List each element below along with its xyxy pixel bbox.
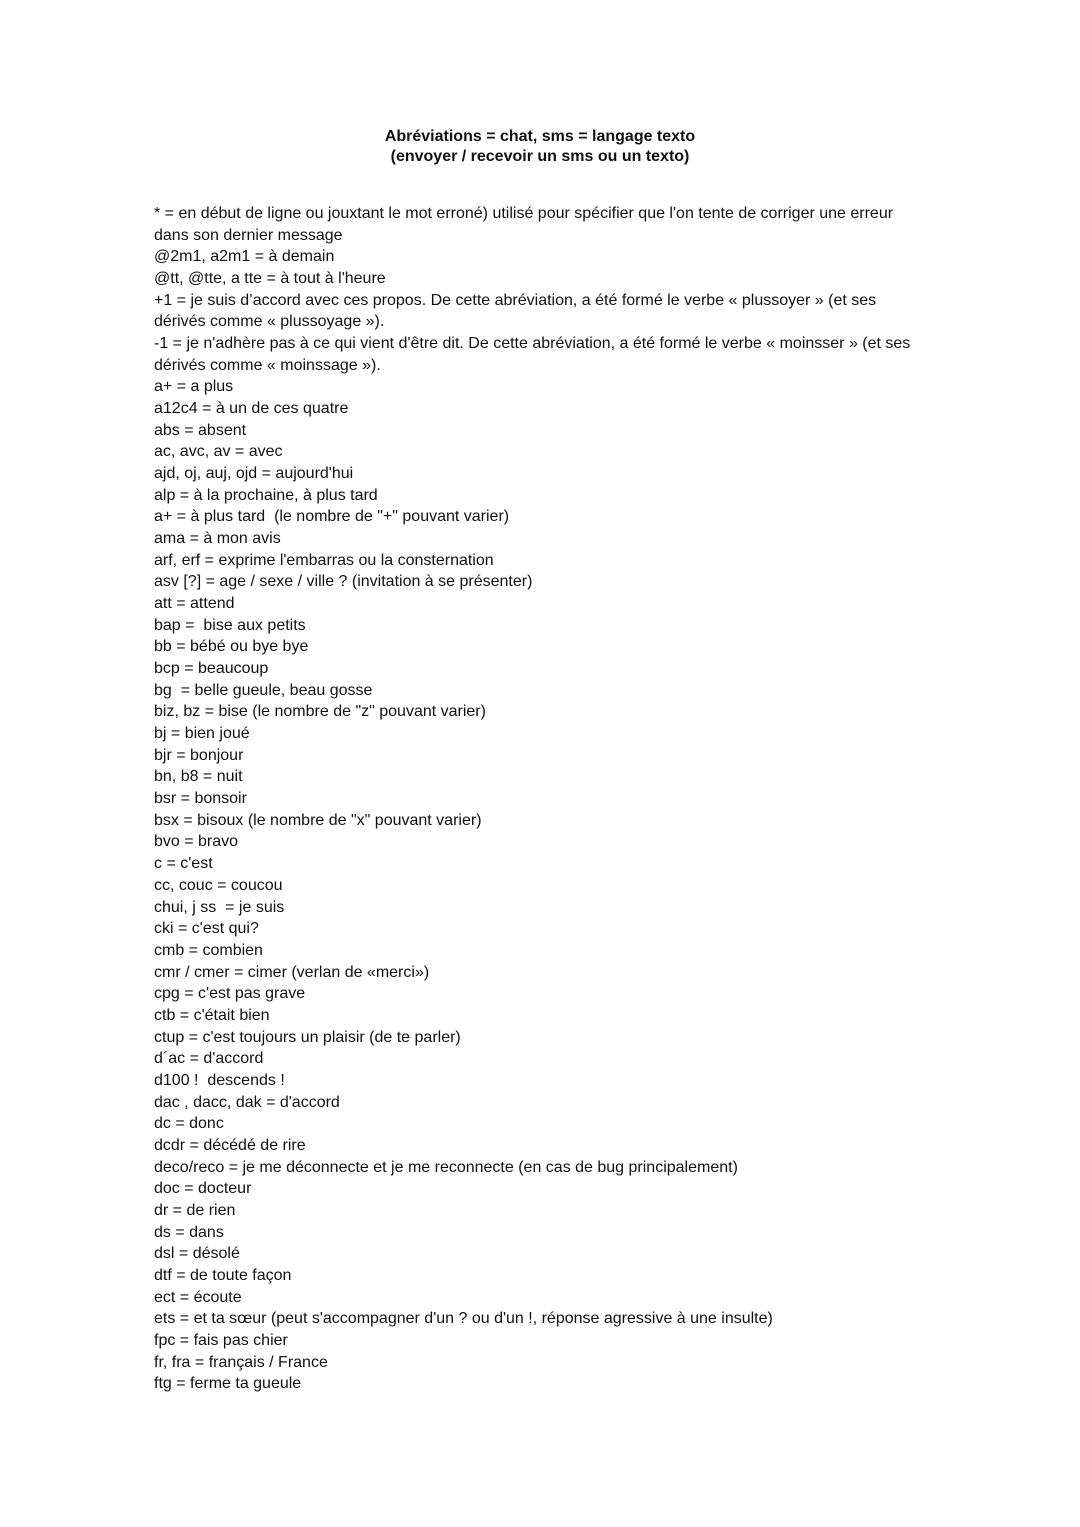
abbreviation-entry: alp = à la prochaine, à plus tard	[154, 486, 378, 504]
abbreviation-entry: dtf = de toute façon	[154, 1266, 292, 1284]
abbreviation-entry: bap = bise aux petits	[154, 616, 306, 634]
abbreviation-entry: ama = à mon avis	[154, 530, 281, 548]
abbreviation-entry: dr = de rien	[154, 1201, 236, 1219]
abbreviation-entry: fpc = fais pas chier	[154, 1331, 288, 1349]
abbreviation-entry: ds = dans	[154, 1223, 224, 1241]
abbreviation-entry: @2m1, a2m1 = à demain	[154, 248, 335, 266]
abbreviation-entry: dcdr = décédé de rire	[154, 1136, 306, 1154]
abbreviation-entry: asv [?] = age / sexe / ville ? (invitation à se présenter)	[154, 573, 533, 591]
abbreviation-entry: fr, fra = français / France	[154, 1353, 328, 1371]
abbreviation-entry: deco/reco = je me déconnecte et je me reconnecte (en cas de bug principalement)	[154, 1158, 738, 1176]
document-title	[0, 127, 1080, 167]
abbreviation-entry: bjr = bonjour	[154, 746, 244, 764]
abbreviation-entry: ftg = ferme ta gueule	[154, 1375, 302, 1393]
abbreviation-entry: att = attend	[154, 595, 235, 613]
abbreviation-entry: +1 = je suis d’accord avec ces propos. De cette abréviation, a été formé le verbe « plussoyer » (et ses dérivés comme « plussoyage »).	[154, 291, 881, 331]
abbreviation-entry: bb = bébé ou bye bye	[154, 638, 309, 656]
abbreviation-entry: a+ = à plus tard (le nombre de "+" pouvant varier)	[154, 508, 510, 526]
abbreviation-entry: ajd, oj, auj, ojd = aujourd'hui	[154, 465, 354, 483]
abbreviation-entry: bj = bien joué	[154, 725, 250, 743]
abbreviation-entry: arf, erf = exprime l'embarras ou la consternation	[154, 551, 494, 569]
abbreviation-entry: ctup = c'est toujours un plaisir (de te parler)	[154, 1028, 461, 1046]
abbreviation-entry: d100 ! descends !	[154, 1071, 285, 1089]
abbreviation-entry: cmr / cmer = cimer (verlan de «merci»)	[154, 963, 430, 981]
abbreviation-entry: chui, j ss = je suis	[154, 898, 285, 916]
abbreviation-entry: -1 = je n'adhère pas à ce qui vient d'être dit. De cette abréviation, a été formé le verbe « moinsser » (et ses dérivés comme « moinssage »).	[154, 335, 915, 374]
abbreviation-entry: dc = donc	[154, 1115, 224, 1133]
abbreviation-entry: a+ = a plus	[154, 378, 234, 396]
abbreviation-entry: cmb = combien	[154, 941, 263, 959]
abbreviation-entry: cpg = c'est pas grave	[154, 985, 306, 1003]
abbreviation-entry: cki = c'est qui?	[154, 920, 259, 938]
abbreviation-entry: bvo = bravo	[154, 833, 239, 851]
abbreviation-entry: a12c4 = à un de ces quatre	[154, 400, 349, 418]
abbreviation-entry: bg = belle gueule, beau gosse	[154, 681, 373, 699]
title-line-2: (envoyer / recevoir un sms ou un texto)	[390, 148, 690, 165]
abbreviation-entry: dsl = désolé	[154, 1245, 240, 1263]
abbreviation-entry: bsx = bisoux (le nombre de "x" pouvant varier)	[154, 811, 482, 829]
abbreviation-entry: bsr = bonsoir	[154, 790, 247, 808]
abbreviation-entry: dac , dacc, dak = d'accord	[154, 1093, 340, 1111]
abbreviation-entry: abs = absent	[154, 421, 247, 439]
abbreviation-entry: doc = docteur	[154, 1180, 252, 1198]
abbreviation-entry: bn, b8 = nuit	[154, 768, 243, 786]
abbreviation-entry: d´ac = d'accord	[154, 1050, 264, 1068]
abbreviation-entry: biz, bz = bise (le nombre de "z" pouvant varier)	[154, 703, 486, 721]
abbreviation-entry: ect = écoute	[154, 1288, 242, 1306]
abbreviation-entry: c = c'est	[154, 855, 213, 873]
abbreviation-entry: @tt, @tte, a tte = à tout à l'heure	[154, 270, 386, 288]
abbreviation-entry: * = en début de ligne ou jouxtant le mot erroné) utilisé pour spécifier que l'on tente de corriger une erreur dans son dernier message	[154, 205, 898, 244]
abbreviation-entry: ets = et ta sœur (peut s'accompagner d'un ? ou d'un !, réponse agressive à une insulte)	[154, 1310, 773, 1328]
title-line-1: Abréviations = chat, sms = langage texto	[384, 128, 696, 145]
abbreviation-entry: ctb = c'était bien	[154, 1006, 270, 1024]
abbreviation-entry: ac, avc, av = avec	[154, 443, 283, 461]
abbreviation-entry: cc, couc = coucou	[154, 876, 283, 894]
abbreviation-list	[154, 203, 924, 1395]
abbreviation-entry: bcp = beaucoup	[154, 660, 269, 678]
